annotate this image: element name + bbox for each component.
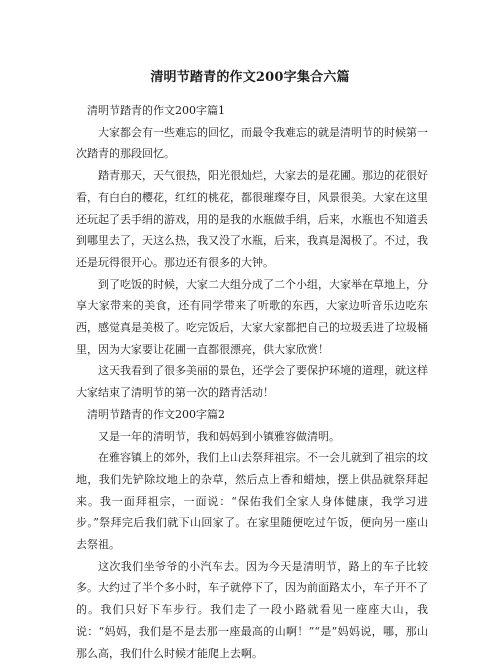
paragraph: 这次我们坐爷爷的小汽车去。因为今天是清明节，路上的车子比较多。大约过了半个多小时，车子就停下了，因为前面路太小，车子开不了的。我们只好下车步行。我们走了一段小路就看见一座座大山，我说：“妈妈，我们是不是去那一座最高的山啊！”“是”妈妈说，哪，那山那么高，我们什么时候才能爬上去啊。 (76, 559, 428, 660)
paragraph: 这天我看到了很多美丽的景色，还学会了要保护环境的道理，就这样大家结束了清明节的第一次的踏青活动！ (76, 364, 428, 400)
document-title: 清明节踏青的作文200字集合六篇 (150, 70, 350, 85)
section-heading: 清明节踏青的作文200字篇1 (87, 104, 225, 117)
paragraph: 又是一年的清明节，我和妈妈到小镇雅容做清明。 (98, 429, 340, 443)
paragraph: 在雅容镇上的郊外，我们上山去祭拜祖宗。不一会儿就到了祖宗的坟地，我们先铲除坟地上的杂草，然后点上香和蜡烛，摆上供品就祭拜起来。我一面拜祖宗，一面说：“保佑我们全家人身体健康，我学习进步。”祭拜完后我们就下山回家了。在家里随便吃过午饭，便向另一座山去祭祖。 (76, 451, 428, 552)
paragraph: 到了吃饭的时候，大家二大组分成了二个小组，大家举在草地上，分享大家带来的美食，还有同学带来了听歌的东西，大家边听音乐边吃东西，感觉真是美极了。吃完饭后，大家大家都把自己的垃圾丢进了垃圾桶里，因为大家要让花圃一直都很漂亮，供大家欣赏！ (76, 277, 428, 356)
document-body (0, 100, 500, 664)
paragraph: 踏青那天，天气很热，阳光很灿烂，大家去的是花圃。那边的花很好看，有白白的樱花，红红的桃花，都很璀璨夺目，风景很美。大家在这里还玩起了丢手绢的游戏，用的是我的水瓶做手绢，后来，水瓶也不知道丢到哪里去了，天这么热，我又没了水瓶，后来，我真是渴极了。不过，我还是玩得很开心。那边还有很多的大钟。 (76, 169, 428, 269)
section-heading: 清明节踏青的作文200字篇2 (87, 407, 225, 421)
paragraph: 大家都会有一些难忘的回忆，而最令我难忘的就是清明节的时候第一次踏青的那段回忆。 (76, 125, 428, 161)
